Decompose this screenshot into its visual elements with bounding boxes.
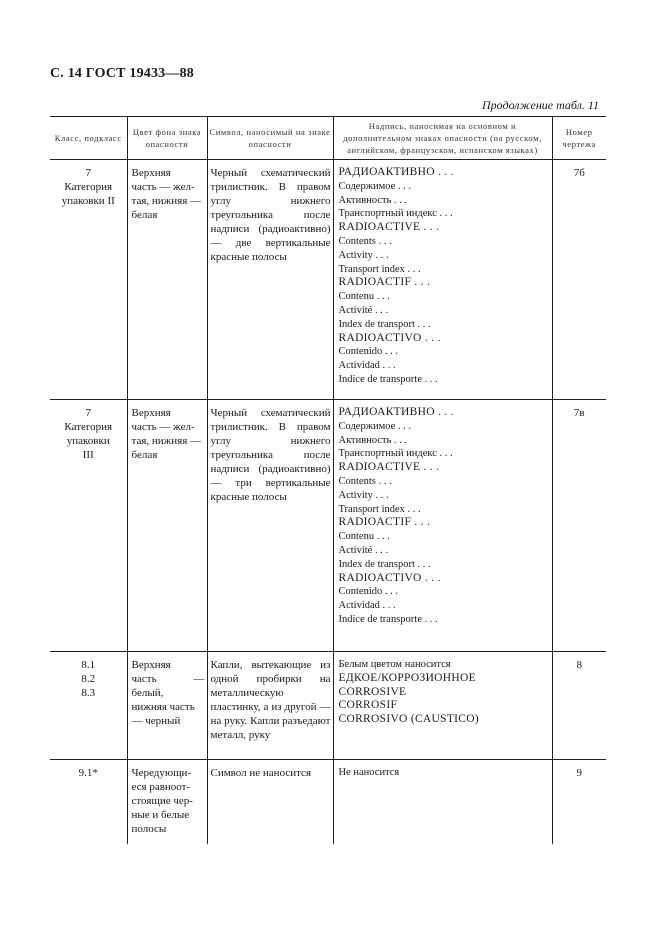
inscription-line: Index de transport . . . xyxy=(338,558,431,570)
table-row xyxy=(50,400,606,652)
header-background-color: Цвет фона знака опасности xyxy=(127,117,207,160)
cell-inscription xyxy=(333,760,552,844)
inscription-line: Содержимое . . . xyxy=(338,420,412,432)
cell-symbol: Черный схематический трилистник. В правом углу нижнего треугольника после надписи (радиоактивно) — три вертикальные красные полосы xyxy=(207,400,333,652)
inscription-line: Contenu . . . xyxy=(338,531,390,543)
color-line: еся равноот- xyxy=(131,781,191,793)
table-row xyxy=(50,160,606,400)
inscription-line: РАДИОАКТИВНО . . . xyxy=(338,166,454,178)
class-line: 8.3 xyxy=(81,687,96,699)
class-line: 8.2 xyxy=(81,673,96,685)
table-row xyxy=(50,760,606,844)
inscription-line: Transport index . . . xyxy=(338,503,421,515)
color-line: Верхняя xyxy=(131,659,171,671)
color-line: Чередующи- xyxy=(131,767,192,779)
cell-drawing-number: 7в xyxy=(552,400,606,652)
class-line: 8.1 xyxy=(81,659,96,671)
inscription-line: RADIOACTIVO . . . xyxy=(338,331,441,344)
inscription-line: Actividad . . . xyxy=(338,600,396,612)
inscription-line: Транспортный индекс . . . xyxy=(338,208,453,220)
color-line: ные и белые xyxy=(131,809,190,821)
cell-inscription xyxy=(333,400,552,652)
inscription-line: CORROSIVE xyxy=(338,685,407,698)
inscription-line: Contenido . . . xyxy=(338,586,398,598)
inscription-line: Содержимое . . . xyxy=(338,180,412,192)
inscription-line: Activité . . . xyxy=(338,304,389,316)
inscription-line: Activity . . . xyxy=(338,249,389,261)
header-symbol: Символ, наносимый на знаке опасности xyxy=(207,117,333,160)
page-header: С. 14 ГОСТ 19433—88 xyxy=(50,66,194,81)
color-line: стоящие чер- xyxy=(131,795,193,807)
class-line: III xyxy=(82,449,94,461)
inscription-line: Не наносится xyxy=(338,767,400,778)
cell-drawing-number: 9 xyxy=(552,760,606,844)
cell-class xyxy=(50,400,127,652)
cell-symbol: Капли, вытекающие из одной пробирки на металлическую пластинку, а из другой — на руку. Капли разъедают металл, руку xyxy=(207,652,333,760)
inscription-line: Indice de transporte . . . xyxy=(338,613,438,625)
color-line: тая, нижняя — xyxy=(131,435,202,447)
table-row xyxy=(50,652,606,760)
color-line: — черный xyxy=(131,715,181,727)
table-body xyxy=(50,160,606,844)
hazard-sign-table xyxy=(50,116,606,844)
cell-inscription xyxy=(333,652,552,760)
cell-symbol: Черный схематический трилистник. В правом углу нижнего треугольника после надписи (радиоактивно) — две вертикальные красные полосы xyxy=(207,160,333,400)
inscription-line: RADIOACTIF . . . xyxy=(338,276,431,289)
table-header-row xyxy=(50,117,606,160)
cell-drawing-number: 7б xyxy=(552,160,606,400)
color-line: нижняя часть xyxy=(131,701,195,713)
header-inscription: Надпись, наносимая на основном и дополнительном знаках опасности (на русском, английском, французском, испанском языках) xyxy=(333,117,552,160)
header-class: Класс, подкласс xyxy=(50,117,127,160)
inscription-line: Активность . . . xyxy=(338,194,408,206)
cell-class xyxy=(50,760,127,844)
cell-background-color xyxy=(127,160,207,400)
inscription-line: Contents . . . xyxy=(338,475,392,487)
inscription-line: Contenu . . . xyxy=(338,291,390,303)
color-line: часть — жел- xyxy=(131,421,195,433)
cell-drawing-number: 8 xyxy=(552,652,606,760)
cell-class xyxy=(50,160,127,400)
inscription-line: Activité . . . xyxy=(338,544,389,556)
class-line: Категория xyxy=(64,181,113,193)
inscription-line: Белым цветом наносится xyxy=(338,659,451,670)
inscription-line: CORROSIF xyxy=(338,699,398,712)
inscription-line: Активность . . . xyxy=(338,434,408,446)
cell-inscription xyxy=(333,160,552,400)
inscription-line: ЕДКОЕ/КОРРОЗИОННОЕ xyxy=(338,671,476,684)
inscription-line: Contenido . . . xyxy=(338,346,398,358)
inscription-line: Actividad . . . xyxy=(338,360,396,372)
cell-background-color xyxy=(127,400,207,652)
inscription-line: CORROSIVO (CAUSTICO) xyxy=(338,713,479,726)
class-line: Категория xyxy=(64,421,113,433)
inscription-line: Транспортный индекс . . . xyxy=(338,448,453,460)
inscription-line: РАДИОАКТИВНО . . . xyxy=(338,406,454,418)
inscription-line: Index de transport . . . xyxy=(338,318,431,330)
class-line: 9.1* xyxy=(78,767,98,779)
inscription-line: Transport index . . . xyxy=(338,263,421,275)
inscription-line: Indice de transporte . . . xyxy=(338,373,438,385)
class-line: 7 xyxy=(85,167,91,179)
inscription-line: Activity . . . xyxy=(338,489,389,501)
cell-class xyxy=(50,652,127,760)
inscription-line: RADIOACTIVE . . . xyxy=(338,221,440,234)
color-line: тая, нижняя — xyxy=(131,195,202,207)
inscription-line: Contents . . . xyxy=(338,235,392,247)
color-line: часть — белый, xyxy=(131,673,205,699)
class-line: упаковки xyxy=(66,435,110,447)
cell-background-color xyxy=(127,652,207,760)
color-line: белая xyxy=(131,209,158,221)
cell-symbol: Символ не наносится xyxy=(207,760,333,844)
color-line: белая xyxy=(131,449,158,461)
header-drawing-number: Номер чертежа xyxy=(552,117,606,160)
inscription-line: RADIOACTIVO . . . xyxy=(338,571,441,584)
cell-background-color xyxy=(127,760,207,844)
inscription-line: RADIOACTIF . . . xyxy=(338,516,431,529)
color-line: Верхняя xyxy=(131,167,171,179)
class-line: 7 xyxy=(85,407,91,419)
table-continuation-label: Продолжение табл. 11 xyxy=(481,98,599,112)
color-line: полосы xyxy=(131,823,167,835)
inscription-line: RADIOACTIVE . . . xyxy=(338,461,440,474)
color-line: часть — жел- xyxy=(131,181,195,193)
color-line: Верхняя xyxy=(131,407,171,419)
class-line: упаковки II xyxy=(61,195,115,207)
